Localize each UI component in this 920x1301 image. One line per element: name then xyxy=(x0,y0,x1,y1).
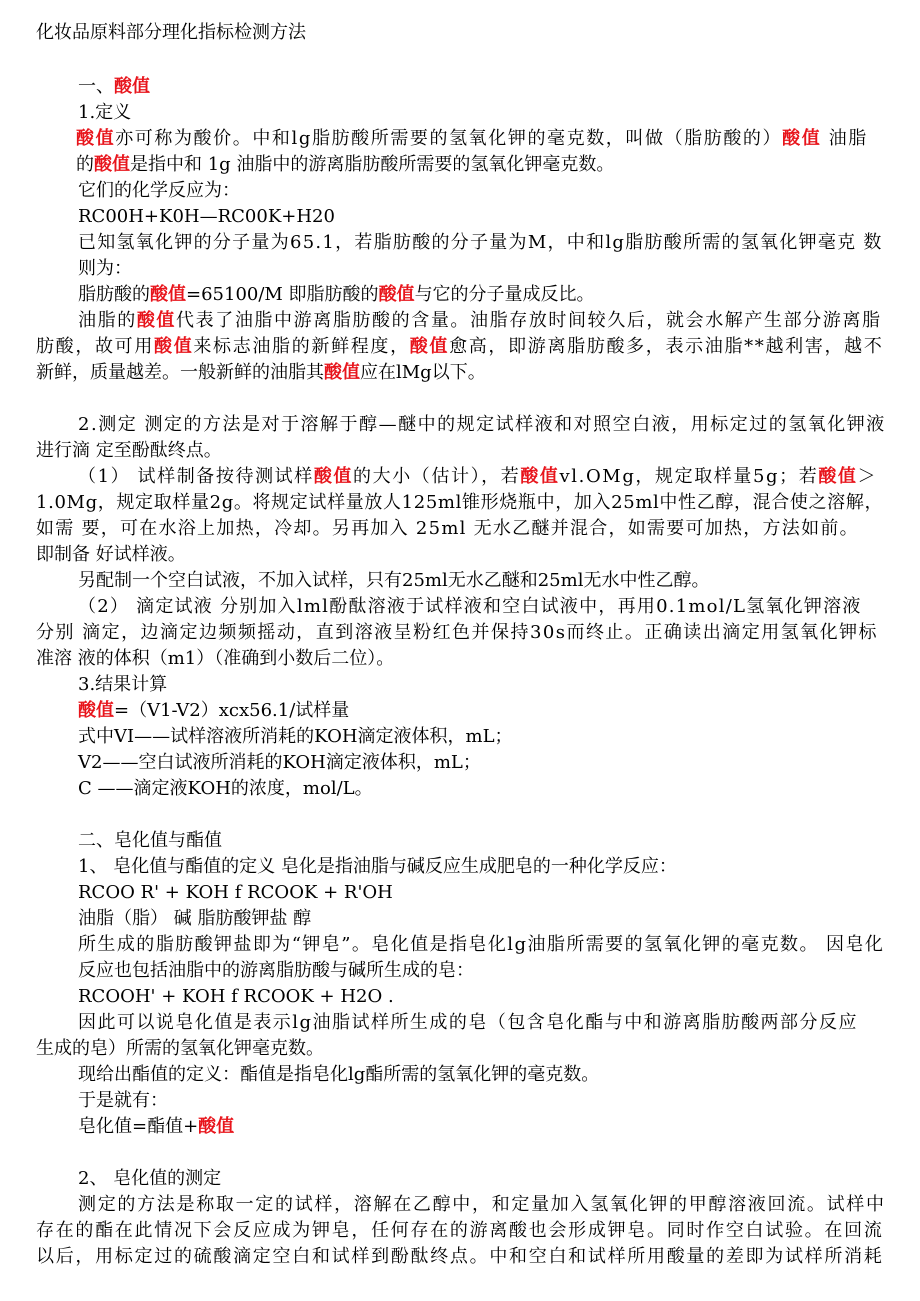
line-text: 二、皂化值与酯值 xyxy=(78,830,222,851)
line-text: （1） 试样制备按待测试样 xyxy=(78,466,314,487)
line-text: 代表了油脂中游离脂肪酸的含量。油脂存放时间较久后，就会水解产生部分游离脂 xyxy=(176,310,882,331)
line-text: 脂肪酸的 xyxy=(78,284,150,305)
line-text: 来标志油脂的新鲜程度， xyxy=(193,336,410,357)
keyword-highlight: 酸值 xyxy=(136,310,177,331)
text-line xyxy=(78,568,709,594)
line-text: 愈高，即游离脂肪酸多，表示油脂**越利害，越不 xyxy=(449,336,884,357)
text-line xyxy=(78,750,481,776)
line-text: 的 xyxy=(76,154,94,175)
line-text: 测定的方法是称取一定的试样，溶解在乙醇中，和定量加入氢氧化钾的甲醇溶液回流。试样中 xyxy=(78,1194,886,1215)
line-text: 的大小（估计），若 xyxy=(353,466,521,487)
line-text: 进行滴 定至酚酞终点。 xyxy=(36,440,222,461)
line-text: =65100/M 即脂肪酸的 xyxy=(186,284,379,305)
keyword-highlight: 酸值 xyxy=(324,362,360,383)
keyword-highlight: 酸值 xyxy=(409,336,450,357)
line-text: 所生成的脂肪酸钾盐即为“钾皂”。皂化值是指皂化lg油脂所需要的氢氧化钾的毫克数。 因皂化 xyxy=(78,934,885,955)
text-line xyxy=(78,1088,168,1114)
text-line xyxy=(78,308,882,334)
text-line xyxy=(36,646,394,672)
line-text: 3.结果计算 xyxy=(78,674,168,695)
text-line xyxy=(78,1166,221,1192)
text-line xyxy=(36,1244,884,1270)
line-text: RC00H+K0H—RC00K+H20 xyxy=(78,206,335,227)
text-line xyxy=(78,932,884,958)
line-text: V2——空白试液所消耗的KOH滴定液体积，mL； xyxy=(78,752,481,773)
line-text: 肪酸，故可用 xyxy=(36,336,155,357)
keyword-highlight: 酸值 xyxy=(520,466,560,487)
text-line xyxy=(78,698,349,724)
text-line xyxy=(78,672,167,698)
text-line xyxy=(78,776,373,802)
text-line xyxy=(78,854,677,880)
text-line xyxy=(36,360,486,386)
text-line xyxy=(78,464,877,490)
line-text: 因此可以说皂化值是表示lg油脂试样所生成的皂（包含皂化酯与中和游离脂肪酸两部分反应 xyxy=(78,1012,858,1033)
text-line xyxy=(78,906,311,932)
text-line xyxy=(78,984,394,1010)
line-text: vl.OMg，规定取样量5g；若 xyxy=(559,466,819,487)
line-text: 2.测定 测定的方法是对于溶解于醇—醚中的规定试样液和对照空白液，用标定过的氢氧化钾液 xyxy=(78,414,886,435)
line-text: 油脂 xyxy=(821,128,868,149)
keyword-highlight: 酸值 xyxy=(150,284,186,305)
line-text: 亦可称为酸价。中和lg脂肪酸所需要的氢氧化钾的毫克数，叫做（脂肪酸的） xyxy=(115,128,783,149)
line-text: 1.0Mg，规定取样量2g。将规定试样量放人125ml锥形烧瓶中，加入25ml中性乙醇，混合使之溶解， xyxy=(36,492,884,513)
text-line xyxy=(36,334,884,360)
line-text: C ——滴定液KOH的浓度，mol/L。 xyxy=(78,778,373,799)
text-line xyxy=(78,1010,858,1036)
line-text: 于是就有： xyxy=(78,1090,168,1111)
keyword-highlight: 酸值 xyxy=(78,700,114,721)
text-line xyxy=(78,256,132,282)
line-text: ＞ xyxy=(857,466,878,487)
line-text: 与它的分子量成反比。 xyxy=(414,284,595,305)
line-text: 应在lMg以下。 xyxy=(360,362,486,383)
keyword-highlight: 酸值 xyxy=(818,466,858,487)
line-text: 一、 xyxy=(78,76,114,97)
line-text: 1、 皂化值与酯值的定义 皂化是指油脂与碱反应生成肥皂的一种化学反应： xyxy=(78,856,677,877)
keyword-highlight: 酸值 xyxy=(154,336,194,357)
keyword-highlight: 酸值 xyxy=(76,128,116,149)
text-line xyxy=(36,542,186,568)
line-text: 1.定义 xyxy=(78,102,132,123)
text-line xyxy=(78,958,474,984)
line-text: 它们的化学反应为： xyxy=(78,180,240,201)
line-text: 存在的酯在此情况下会反应成为钾皂，任何存在的游离酸也会形成钾皂。同时作空白试验。在回流 xyxy=(36,1220,884,1241)
line-text: 现给出酯值的定义：酯值是指皂化lg酯所需的氢氧化钾的毫克数。 xyxy=(78,1064,600,1085)
line-text: 生成的皂）所需的氢氧化钾毫克数。 xyxy=(36,1038,324,1059)
text-line xyxy=(78,100,131,126)
line-text: =（V1-V2）xcx56.1/试样量 xyxy=(114,700,350,721)
document-title: 化妆品原料部分理化指标检测方法 xyxy=(36,22,306,43)
line-text: 分别 滴定，边滴定边频频摇动，直到溶液呈粉红色并保持30s而终止。正确读出滴定用氢氧化钾标 xyxy=(36,622,879,643)
text-line xyxy=(78,828,222,854)
text-line xyxy=(78,594,862,620)
text-line xyxy=(78,178,240,204)
line-text: 新鲜，质量越差。一般新鲜的油脂其 xyxy=(36,362,324,383)
line-text: 另配制一个空白试液，不加入试样，只有25ml无水乙醚和25ml无水中性乙醇。 xyxy=(78,570,710,591)
text-line xyxy=(36,490,883,516)
text-line xyxy=(36,516,859,542)
line-text: 准溶 液的体积（m1）（准确到小数后二位）。 xyxy=(36,648,395,669)
line-text: 即制备 好试样液。 xyxy=(36,544,186,565)
keyword-highlight: 酸值 xyxy=(782,128,822,149)
text-line xyxy=(76,126,868,152)
line-text: 2、 皂化值的测定 xyxy=(78,1168,222,1189)
line-text: 油脂的 xyxy=(78,310,137,331)
text-line xyxy=(78,204,335,230)
text-line xyxy=(36,438,222,464)
text-line xyxy=(78,1062,599,1088)
text-line xyxy=(36,1036,324,1062)
text-line xyxy=(36,620,878,646)
keyword-highlight: 酸值 xyxy=(378,284,415,305)
text-line xyxy=(78,282,595,308)
keyword-highlight: 酸值 xyxy=(313,466,354,487)
line-text: （2） 滴定试液 分别加入lml酚酞溶液于试样液和空白试液中，再用0.1mol/L氢氧化钾溶液 xyxy=(78,596,862,617)
text-line xyxy=(76,152,614,178)
line-text: 皂化值=酯值+ xyxy=(78,1116,199,1137)
text-line xyxy=(78,724,513,750)
text-line xyxy=(78,412,886,438)
line-text: 反应也包括油脂中的游离脂肪酸与碱所生成的皂： xyxy=(78,960,474,981)
line-text: 已知氢氧化钾的分子量为65.1，若脂肪酸的分子量为M，中和lg脂肪酸所需的氢氧化钾毫克 数 xyxy=(78,232,883,253)
text-line xyxy=(78,1192,886,1218)
keyword-highlight: 酸值 xyxy=(114,76,150,97)
line-text: 以后，用标定过的硫酸滴定空白和试样到酚酞终点。中和空白和试样所用酸量的差即为试样所消耗 xyxy=(36,1246,884,1267)
line-text: 则为： xyxy=(78,258,132,279)
line-text: RCOO R' + KOH f RCOOK + R'OH xyxy=(78,882,393,903)
text-line xyxy=(78,230,883,256)
line-text: RCOOH' + KOH f RCOOK + H2O . xyxy=(78,986,394,1007)
line-text: 式中VI——试样溶液所消耗的KOH滴定液体积，mL； xyxy=(78,726,513,747)
text-line xyxy=(78,880,393,906)
line-text: 如需 要，可在水浴上加热，冷却。另再加入 25ml 无水乙醚并混合，如需要可加热，方法如前。 xyxy=(36,518,859,539)
text-line xyxy=(78,1114,234,1140)
keyword-highlight: 酸值 xyxy=(94,154,130,175)
line-text: 油脂（脂） 碱 脂肪酸钾盐 醇 xyxy=(78,908,312,929)
line-text: 是指中和 1g 油脂中的游离脂肪酸所需要的氢氧化钾毫克数。 xyxy=(130,154,615,175)
keyword-highlight: 酸值 xyxy=(198,1116,235,1137)
text-line xyxy=(78,74,150,100)
text-line xyxy=(36,1218,884,1244)
